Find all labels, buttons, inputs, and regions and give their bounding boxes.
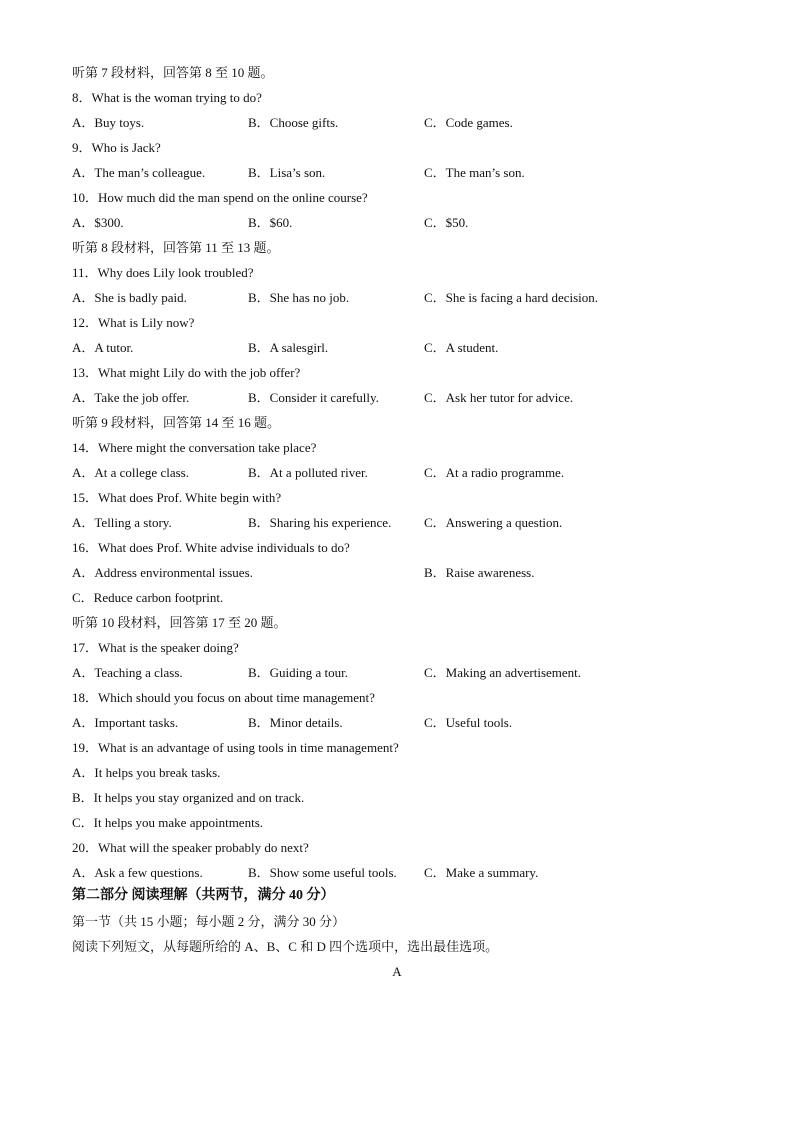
section-heading-7: 听第 7 段材料，回答第 8 至 10 题。	[72, 65, 274, 80]
question-20: 20．What will the speaker probably do next?	[72, 840, 309, 855]
option-a: A．Ask a few questions.	[72, 865, 203, 880]
part2-instruction: 阅读下列短文，从每题所给的 A、B、C 和 D 四个选项中，选出最佳选项。	[72, 939, 499, 954]
option-c: C．Code games.	[424, 115, 513, 130]
option-b: B．Choose gifts.	[248, 115, 339, 130]
option-b: B．$60.	[248, 215, 293, 230]
option-a: A．At a college class.	[72, 465, 189, 480]
option-b: B．Raise awareness.	[424, 565, 535, 580]
question-13: 13．What might Lily do with the job offer?	[72, 365, 301, 380]
option-b: B．A salesgirl.	[248, 340, 329, 355]
question-17: 17．What is the speaker doing?	[72, 640, 239, 655]
option-c: C．Ask her tutor for advice.	[424, 390, 574, 405]
question-15: 15．What does Prof. White begin with?	[72, 490, 282, 505]
option-c: C．At a radio programme.	[424, 465, 565, 480]
option-a: A．$300.	[72, 215, 124, 230]
option-c: C．Useful tools.	[424, 715, 513, 730]
section-heading-9: 听第 9 段材料，回答第 14 至 16 题。	[72, 415, 281, 430]
option-19-a: A．It helps you break tasks.	[72, 765, 221, 780]
option-b: B．She has no job.	[248, 290, 350, 305]
option-c: C．A student.	[424, 340, 499, 355]
passage-label: A	[392, 964, 402, 979]
option-a: A．She is badly paid.	[72, 290, 187, 305]
part2-section1-heading: 第一节（共 15 小题；每小题 2 分，满分 30 分）	[72, 914, 346, 929]
question-12: 12．What is Lily now?	[72, 315, 195, 330]
option-b: B．Consider it carefully.	[248, 390, 379, 405]
option-b: B．Lisa’s son.	[248, 165, 326, 180]
question-18: 18．Which should you focus on about time management?	[72, 690, 375, 705]
section-heading-8: 听第 8 段材料，回答第 11 至 13 题。	[72, 240, 280, 255]
option-a: A．The man’s colleague.	[72, 165, 206, 180]
option-c: C．She is facing a hard decision.	[424, 290, 599, 305]
question-19: 19．What is an advantage of using tools in time management?	[72, 740, 399, 755]
option-b: B．Sharing his experience.	[248, 515, 392, 530]
option-b: B．Show some useful tools.	[248, 865, 397, 880]
option-c: C．Make a summary.	[424, 865, 539, 880]
part2-title: 第二部分 阅读理解（共两节，满分 40 分）	[72, 888, 335, 903]
option-a: A．Address environmental issues.	[72, 565, 253, 580]
option-c: C．Answering a question.	[424, 515, 563, 530]
option-a: A．Buy toys.	[72, 115, 145, 130]
section-heading-10: 听第 10 段材料，回答第 17 至 20 题。	[72, 615, 287, 630]
option-a: A．Telling a story.	[72, 515, 172, 530]
option-a: A．Teaching a class.	[72, 665, 183, 680]
option-c: C．Reduce carbon footprint.	[72, 590, 224, 605]
option-b: B．At a polluted river.	[248, 465, 368, 480]
option-a: A．A tutor.	[72, 340, 134, 355]
question-16: 16．What does Prof. White advise individuals to do?	[72, 540, 350, 555]
option-19-c: C．It helps you make appointments.	[72, 815, 264, 830]
question-10: 10．How much did the man spend on the online course?	[72, 190, 368, 205]
option-c: C．Making an advertisement.	[424, 665, 582, 680]
option-c: C．The man’s son.	[424, 165, 525, 180]
option-a: A．Important tasks.	[72, 715, 179, 730]
question-9: 9．Who is Jack?	[72, 140, 161, 155]
question-14: 14．Where might the conversation take place?	[72, 440, 317, 455]
question-8: 8．What is the woman trying to do?	[72, 90, 262, 105]
option-b: B．Minor details.	[248, 715, 343, 730]
question-11: 11．Why does Lily look troubled?	[72, 265, 254, 280]
option-b: B．Guiding a tour.	[248, 665, 349, 680]
option-a: A．Take the job offer.	[72, 390, 190, 405]
option-c: C．$50.	[424, 215, 469, 230]
option-19-b: B．It helps you stay organized and on track.	[72, 790, 305, 805]
